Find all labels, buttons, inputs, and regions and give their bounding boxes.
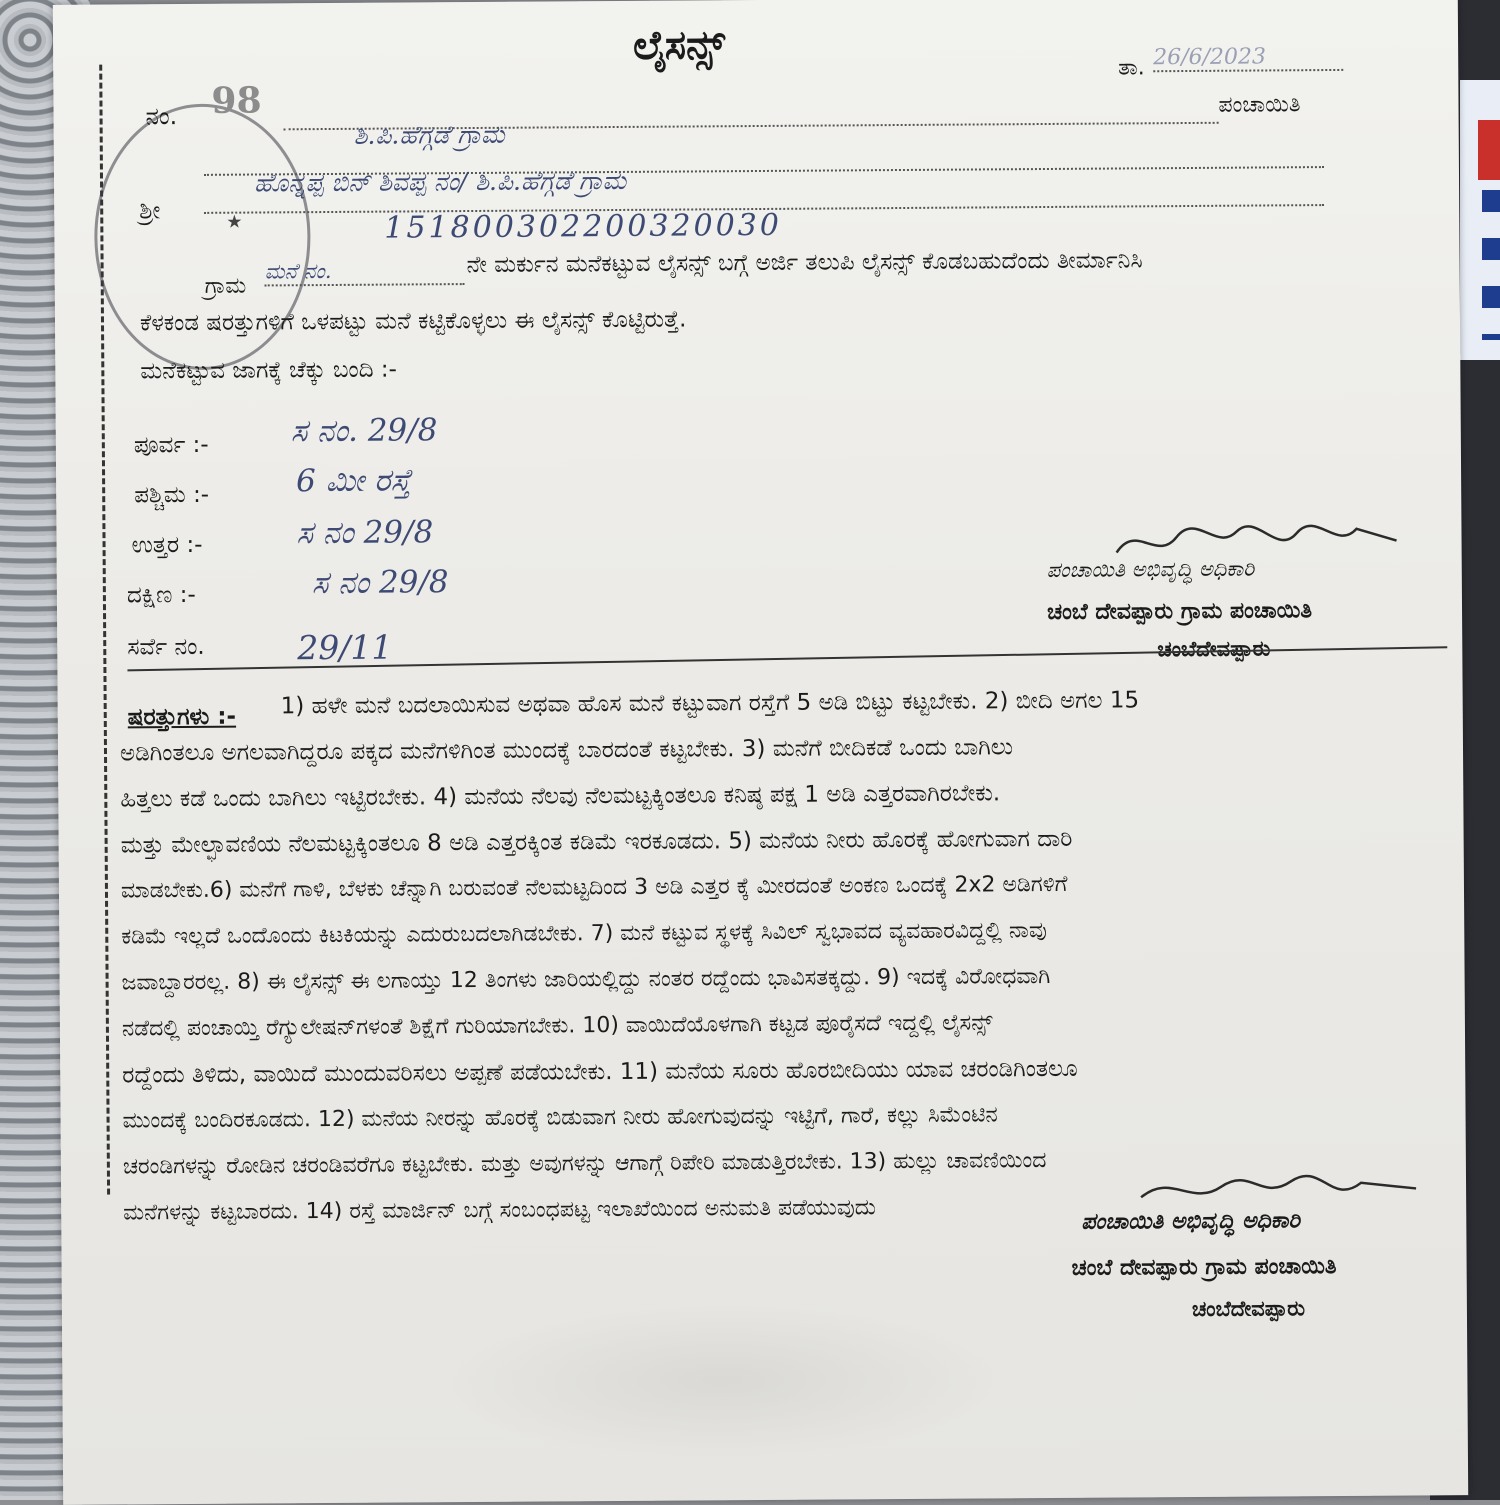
- intro-line-1: ನೇ ಮರ್ಕುನ ಮನೆಕಟ್ಟುವ ಲೈಸನ್ಸ್ ಬಗ್ಗೆ ಅರ್ಜಿ ತಲುಪಿ ಲೈಸನ್ಸ್ ಕೊಡಬಹುದೆಂದು ತೀರ್ಮಾನಿಸಿ: [466, 247, 1143, 279]
- signature-bottom-panchayat: ಚಂಬೆ ದೇವಪ್ಪಾರು ಗ್ರಾಮ ಪಂಚಾಯಿತಿ: [1071, 1253, 1337, 1281]
- seal-star-icon: ★: [226, 211, 243, 233]
- calendar-blue-text: [1482, 190, 1500, 340]
- boundary-north-value: ಸ ನಂ 29/8: [296, 514, 434, 552]
- condition-line: ಮತ್ತು ಮೇಲ್ಛಾವಣಿಯ ನೆಲಮಟ್ಟಕ್ಕಿಂತಲೂ 8 ಅಡಿ ಎತ್ತರಕ್ಕಿಂತ ಕಡಿಮೆ ಇರಕೂಡದು. 5) ಮನೆಯ ನೀರು ಹೊರಕ್ಕೆ ಹೋಗುವಾಗ ದಾರಿ: [120, 825, 1073, 859]
- boundary-north-label: ಉತ್ತರ :-: [131, 531, 203, 559]
- boundary-east-label: ಪೂರ್ವ :-: [133, 431, 209, 459]
- condition-line: ಮನೆಗಳನ್ನು ಕಟ್ಟಬಾರದು. 14) ರಸ್ತೆ ಮಾರ್ಜಿನ್ ಬಗ್ಗೆ ಸಂಬಂಧಪಟ್ಟ ಇಲಾಖೆಯಿಂದ ಅನುಮತಿ ಪಡೆಯುವುದು: [123, 1195, 877, 1226]
- panchayat-label: ಪಂಚಾಯಿತಿ: [1218, 92, 1301, 118]
- condition-line: ಹಿತ್ತಲು ಕಡೆ ಒಂದು ಬಾಗಿಲು ಇಟ್ಟಿರಬೇಕು. 4) ಮನೆಯ ನೆಲವು ನೆಲಮಟ್ಟಕ್ಕಿಂತಲೂ ಕನಿಷ್ಠ ಪಕ್ಷ 1 ಅಡಿ ಎತ್ತರವಾಗಿರಬೇಕು.: [120, 780, 1001, 813]
- shri-name: ಹೊನ್ನಪ್ಪ ಬಿನ್ ಶಿವಪ್ಪ ನಂ/ ಶಿ.ಪಿ.ಹೆಗ್ಗಡೆ ಗ್ರಾಮ: [253, 165, 627, 198]
- signature-top-panchayat: ಚಂಬೆ ದೇವಪ್ಪಾರು ಗ್ರಾಮ ಪಂಚಾಯಿತಿ: [1046, 598, 1313, 625]
- boundary-south-label: ದಕ್ಷಿಣ :-: [126, 581, 196, 609]
- license-document: [53, 0, 1468, 1505]
- boundary-east-value: ಸ ನಂ. 29/8: [290, 412, 438, 450]
- condition-line: 1) ಹಳೇ ಮನೆ ಬದಲಾಯಿಸುವ ಅಥವಾ ಹೊಸ ಮನೆ ಕಟ್ಟುವಾಗ ರಸ್ತೆಗೆ 5 ಅಡಿ ಬಿಟ್ಟು ಕಟ್ಟಬೇಕು. 2) ಬೀದಿ ಅಗಲ 15: [280, 687, 1140, 720]
- calendar-red-mark: [1478, 120, 1500, 180]
- condition-line: ನಡೆದಲ್ಲಿ ಪಂಚಾಯ್ತಿ ರೆಗ್ಯುಲೇಷನ್‌ಗಳಂತೆ ಶಿಕ್ಷೆಗೆ ಗುರಿಯಾಗಬೇಕು. 10) ವಾಯಿದೆಯೊಳಗಾಗಿ ಕಟ್ಟಡ ಪೂರೈಸದೆ ಇದ್ದಲ್ಲಿ ಲೈಸನ್ಸ್: [121, 1010, 993, 1042]
- panchayat-name: ಶಿ.ಪಿ.ಹೆಗ್ಗಡೆ ಗ್ರಾಮ: [353, 119, 505, 150]
- conditions-label: ಷರತ್ತುಗಳು :-: [127, 703, 237, 731]
- grama-value: ಮನೆ ನಂ.: [265, 258, 465, 286]
- signature-top-place: ಚಂಬೆದೇವಪ್ಪಾರು: [1157, 636, 1271, 662]
- signature-bottom-designation: ಪಂಚಾಯಿತಿ ಅಭಿವೃದ್ಧಿ ಅಧಿಕಾರಿ: [1081, 1208, 1301, 1235]
- signature-bottom-place: ಚಂಬೆದೇವಪ್ಪಾರು: [1191, 1296, 1306, 1322]
- number-label: ನಂ.: [145, 102, 178, 131]
- condition-line: ರದ್ದೆಂದು ತಿಳಿದು, ವಾಯಿದೆ ಮುಂದುವರಿಸಲು ಅಪ್ಪಣೆ ಪಡೆಯಬೇಕು. 11) ಮನೆಯ ಸೂರು ಹೊರಬೀದಿಯು ಯಾವ ಚರಂಡಿಗಿಂತಲೂ: [122, 1055, 1078, 1089]
- condition-line: ಅಡಿಗಿಂತಲೂ ಅಗಲವಾಗಿದ್ದರೂ ಪಕ್ಕದ ಮನೆಗಳಿಗಿಂತ ಮುಂದಕ್ಕೆ ಬಾರದಂತೆ ಕಟ್ಟಬೇಕು. 3) ಮನೆಗೆ ಬೀದಿಕಡೆ ಒಂದು ಬಾಗಿಲು: [119, 734, 1014, 767]
- shri-label: ಶ್ರೀ: [139, 196, 161, 225]
- condition-line: ಜವಾಬ್ದಾರರಲ್ಲ. 8) ಈ ಲೈಸನ್ಸ್ ಈ ಲಗಾಯ್ತು 12 ತಿಂಗಳು ಜಾರಿಯಲ್ಲಿದ್ದು ನಂತರ ರದ್ದೆಂದು ಭಾವಿಸತಕ್ಕದ್ದು. 9) ಇದಕ್ಕೆ ವಿರೋಧವಾಗಿ: [121, 963, 1051, 996]
- boundary-heading: ಮನೆಕಟ್ಟುವ ಜಾಗಕ್ಕೆ ಚೆಕ್ಕು ಬಂದಿ :-: [140, 356, 397, 385]
- survey-no-value: 29/11: [297, 627, 393, 668]
- boundary-south-value: ಸ ನಂ 29/8: [311, 564, 449, 602]
- date-label: ತಾ.: [1118, 55, 1145, 81]
- grama-label: ಗ್ರಾಮ: [204, 273, 247, 299]
- condition-line: ಮುಂದಕ್ಕೆ ಬಂದಿರಕೂಡದು. 12) ಮನೆಯ ನೀರನ್ನು ಹೊರಕ್ಕೆ ಬಿಡುವಾಗ ನೀರು ಹೋಗುವುದನ್ನು ಇಟ್ಟಿಗೆ, ಗಾರೆ, ಕಲ್ಲು ಸಿಮೆಂಟಿನ: [122, 1102, 998, 1134]
- boundary-west-value: 6 ಮೀ ರಸ್ತೆ: [295, 462, 411, 500]
- faded-bleed-through: [442, 1298, 1003, 1462]
- condition-line: ಮಾಡಬೇಕು.6) ಮನೆಗೆ ಗಾಳಿ, ಬೆಳಕು ಚೆನ್ನಾಗಿ ಬರುವಂತೆ ನೆಲಮಟ್ಟದಿಂದ 3 ಅಡಿ ಎತ್ತರ ಕ್ಕೆ ಮೀರದಂತೆ ಅಂಕಣ ಒಂದಕ್ಕೆ 2x2 ಅಡಿಗಳಿಗೆ: [120, 871, 1068, 904]
- date-value: 26/6/2023: [1153, 44, 1343, 72]
- number-value: 98: [211, 79, 262, 122]
- survey-no-label: ಸರ್ವೆ ನಂ.: [127, 633, 205, 661]
- condition-line: ಕಡಿಮೆ ಇಲ್ಲದೆ ಒಂದೊಂದು ಕಿಟಕಿಯನ್ನು ಎದುರುಬದಲಾಗಿಡಬೇಕು. 7) ಮನೆ ಕಟ್ಟುವ ಸ್ಥಳಕ್ಕೆ ಸಿವಿಲ್ ಸ್ವಭಾವದ ವ್ಯವಹಾರವಿದ್ದಲ್ಲಿ ನಾವು: [121, 918, 1047, 950]
- signature-top-designation: ಪಂಚಾಯಿತಿ ಅಭಿವೃದ್ಧಿ ಅಧಿಕಾರಿ: [1046, 556, 1255, 582]
- property-id: 151800302200320030: [384, 207, 783, 246]
- condition-line: ಚರಂಡಿಗಳನ್ನು ರೋಡಿನ ಚರಂಡಿವರೆಗೂ ಕಟ್ಟಬೇಕು. ಮತ್ತು ಅವುಗಳನ್ನು ಆಗಾಗ್ಗೆ ರಿಪೇರಿ ಮಾಡುತ್ತಿರಬೇಕು. 13) ಹುಲ್ಲು ಚಾವಣಿಯಿಂದ: [122, 1148, 1047, 1180]
- document-title: ಲೈಸನ್ಸ್: [632, 22, 726, 69]
- boundary-west-label: ಪಶ್ಚಿಮ :-: [134, 481, 210, 509]
- intro-line-2: ಕೆಳಕಂಡ ಷರತ್ತುಗಳಿಗೆ ಒಳಪಟ್ಟು ಮನೆ ಕಟ್ಟಿಕೊಳ್ಳಲು ಈ ಲೈಸನ್ಸ್ ಕೊಟ್ಟಿರುತ್ತೆ.: [139, 306, 687, 337]
